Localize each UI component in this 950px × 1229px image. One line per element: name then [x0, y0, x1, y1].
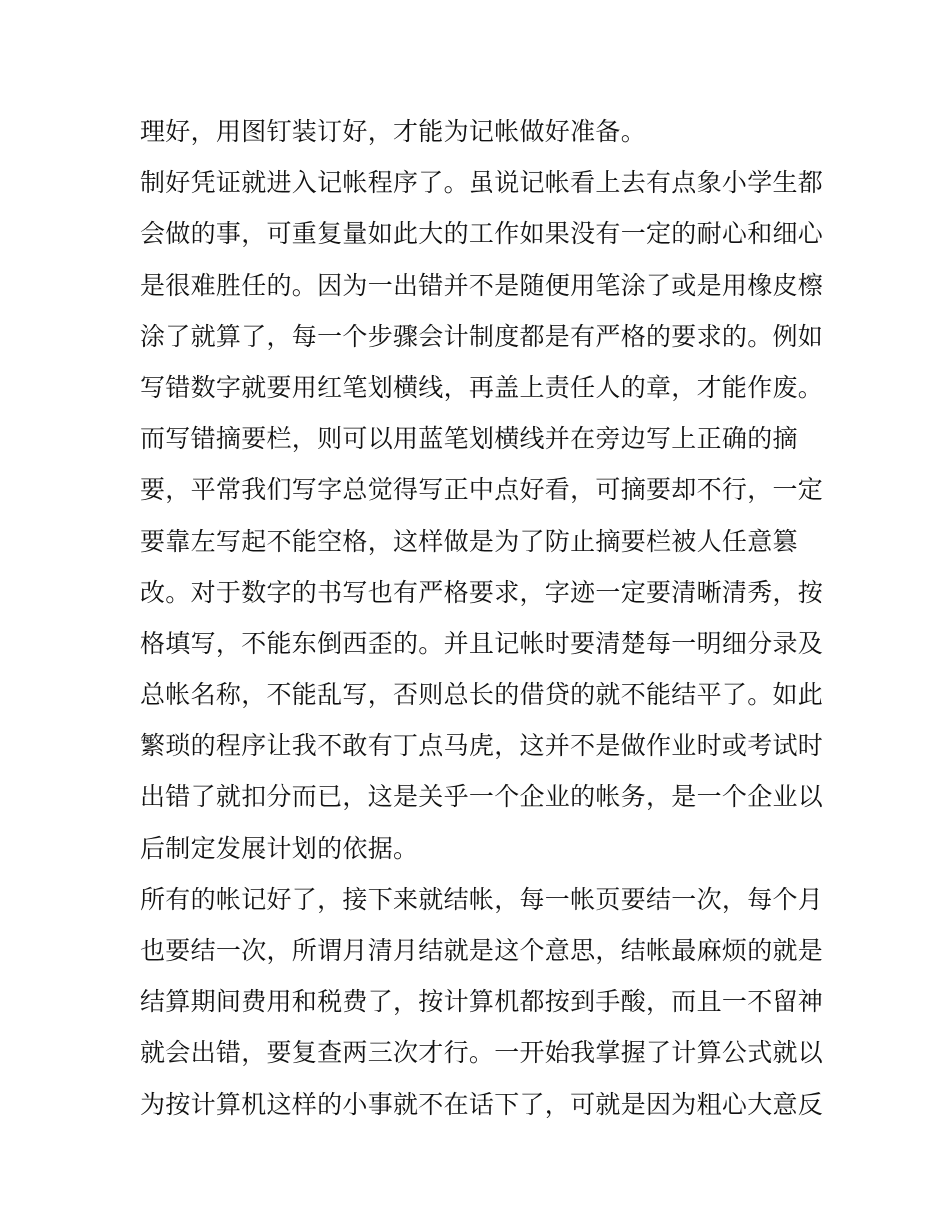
text-line: 就会出错，要复查两三次才行。一开始我掌握了计算公式就以	[140, 1038, 824, 1068]
text-line: 涂了就算了，每一个步骤会计制度都是有严格的要求的。例如	[140, 321, 824, 351]
text-line: 要，平常我们写字总觉得写正中点好看，可摘要却不行，一定	[140, 475, 824, 505]
document-body	[140, 106, 830, 1130]
text-line: 也要结一次，所谓月清月结就是这个意思，结帐最麻烦的就是	[140, 936, 824, 965]
text-line: 格填写，不能东倒西歪的。并且记帐时要清楚每一明细分录及	[140, 628, 824, 658]
text-line: 是很难胜任的。因为一出错并不是随便用笔涂了或是用橡皮檫	[140, 270, 824, 300]
text-line: 理好，用图钉装订好，才能为记帐做好准备。	[140, 117, 647, 146]
text-line: 后制定发展计划的依据。	[140, 833, 419, 863]
text-line: 制好凭证就进入记帐程序了。虽说记帐看上去有点象小学生都	[140, 168, 824, 198]
text-line: 所有的帐记好了，接下来就结帐，每一帐页要结一次，每个月	[140, 884, 824, 914]
text-line: 结算期间费用和税费了，按计算机都按到手酸，而且一不留神	[140, 987, 824, 1017]
text-line: 为按计算机这样的小事就不在话下了，可就是因为粗心大意反	[140, 1089, 824, 1119]
text-line: 写错数字就要用红笔划横线，再盖上责任人的章，才能作废。	[140, 372, 824, 402]
text-line: 繁琐的程序让我不敢有丁点马虎，这并不是做作业时或考试时	[140, 731, 824, 761]
text-line: 要靠左写起不能空格，这样做是为了防止摘要栏被人任意篡	[140, 526, 798, 556]
text-line: 改。对于数字的书写也有严格要求，字迹一定要清晰清秀，按	[140, 577, 824, 607]
text-line: 总帐名称，不能乱写，否则总长的借贷的就不能结平了。如此	[140, 680, 824, 710]
text-line: 会做的事，可重复量如此大的工作如果没有一定的耐心和细心	[140, 219, 824, 249]
text-line: 出错了就扣分而已，这是关乎一个企业的帐务，是一个企业以	[140, 782, 824, 812]
text-line: 而写错摘要栏，则可以用蓝笔划横线并在旁边写上正确的摘	[140, 424, 798, 454]
